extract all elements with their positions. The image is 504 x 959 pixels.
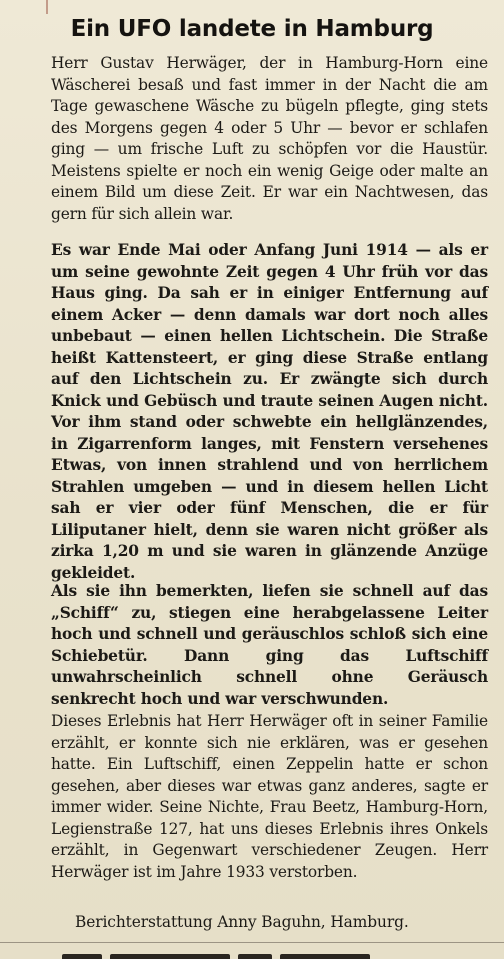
article-paragraph-2: Es war Ende Mai oder Anfang Juni 1914 — als er um seine gewohnte Zeit gegen 4 Uhr früh vor das Haus ging. Da sah er in einiger Entfernung auf einem Acker — denn damals war dort noch alles unbebaut — einen hellen Lichtschein. Die Straße heißt Kattensteert, er ging diese Straße entlang auf den Lichtschein zu. Er zwängte sich durch Knick und Gebüsch und traute seinen Augen nicht. Vor ihm stand oder schwebte ein hellglänzendes, in Zigarrenform langes, mit Fenstern versehenes Etwas, von innen strahlend und von herrlichem Strahlen umgeben — und in diesem hellen Licht sah er vier oder fünf Menschen, die er für Liliputaner hielt, denn sie waren nicht größer als zirka 1,20 m und sie waren in glänzende Anzüge gekleidet. <box>51 241 488 582</box>
article-paragraph-1: Herr Gustav Herwäger, der in Hamburg-Horn eine Wäscherei besaß und fast immer in der Nacht die am Tage gewaschene Wäsche zu bügeln pflegte, ging stets des Morgens gegen 4 oder 5 Uhr — bevor er schlafen ging — um frische Luft zu schöpfen vor die Haustür. Meistens spielte er noch ein wenig Geige oder malte an einem Bild um diese Zeit. Er war ein Nachtwesen, das gern für sich allein war. <box>51 54 488 223</box>
article-byline: Berichterstattung Anny Baguhn, Hamburg. <box>75 913 409 931</box>
article-paragraph-4: Dieses Erlebnis hat Herr Herwäger oft in seiner Familie erzählt, er konnte sich nie erklären, was er gesehen hatte. Ein Luftschiff, einen Zeppelin hatte er schon gesehen, aber dieses war etwas ganz anderes, sagte er immer wider. Seine Nichte, Frau Beetz, Hamburg-Horn, Legienstraße 127, hat uns dieses Erlebnis ihres Onkels erzählt, in Gegenwart verschiedener Zeugen. Herr Herwäger ist im Jahre 1933 verstorben. <box>51 712 488 881</box>
column-divider <box>0 942 504 943</box>
cut-off-next-headline <box>62 946 422 959</box>
article-headline: Ein UFO landete in Hamburg <box>70 16 434 42</box>
margin-ink-mark <box>46 0 48 14</box>
article-paragraph-3: Als sie ihn bemerkten, liefen sie schnell auf das „Schiff“ zu, stiegen eine herabgelassene Leiter hoch und schnell und geräuschlos schloß sich eine Schiebetür. Dann ging das Luftschiff unwahrscheinlich schnell ohne Geräusch senkrecht hoch und war verschwunden. <box>51 582 488 708</box>
